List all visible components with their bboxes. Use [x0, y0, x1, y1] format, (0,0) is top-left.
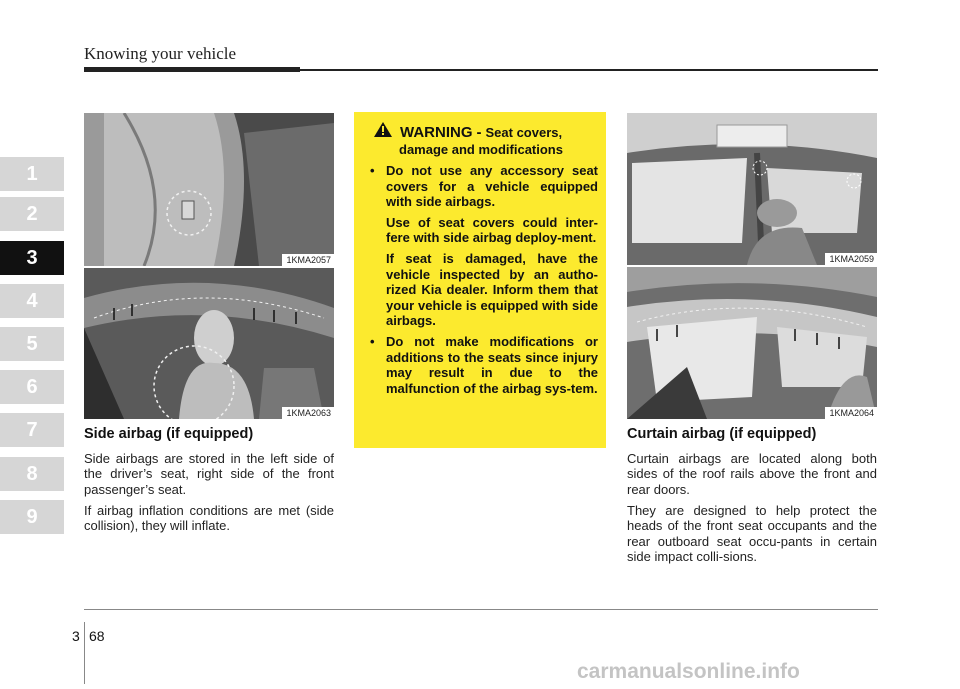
side-airbag-para-1: Side airbags are stored in the left side of the driver’s seat, right side of the front passenger’s seat.	[84, 451, 334, 497]
chapter-tab-6[interactable]: 6	[0, 370, 64, 404]
curtain-airbag-para-1: Curtain airbags are located along both sides of the roof rails above the front and rear doors.	[627, 451, 877, 497]
warning-topic: Seat covers,	[485, 125, 563, 140]
curtain-airbag-interior-photo	[627, 267, 877, 419]
image-label: 1KMA2063	[282, 407, 334, 419]
chapter-tab-9[interactable]: 9	[0, 500, 64, 534]
chapter-tab-8[interactable]: 8	[0, 457, 64, 491]
header-rule-thick	[84, 67, 300, 72]
warning-item-text: Do not make modifications or additions to the seats since injury may result in due to the malfunction of the airbag sys-tem.	[386, 333, 598, 396]
warning-triangle-icon	[374, 122, 392, 137]
warning-word: WARNING	[400, 124, 473, 141]
curtain-airbag-para-2: They are designed to help protect the heads of the front seat occupants and the rear outboard seat occu-pants in certain side impact colli-sions.	[627, 503, 877, 565]
warning-item	[364, 334, 598, 396]
chapter-tab-7[interactable]: 7	[0, 413, 64, 447]
footer-page-number: 68	[89, 628, 105, 644]
chapter-tab-5[interactable]: 5	[0, 327, 64, 361]
image-label: 1KMA2057	[282, 254, 334, 266]
chapter-tab-4[interactable]: 4	[0, 284, 64, 318]
side-airbag-interior-photo	[84, 268, 334, 419]
warning-subtext: Use of seat covers could inter-fere with side airbag deploy-ment.	[386, 214, 598, 246]
page-header-title: Knowing your vehicle	[84, 44, 237, 63]
curtain-airbag-cabin-photo	[627, 113, 877, 265]
warning-dash: -	[476, 124, 482, 141]
warning-list	[364, 163, 598, 396]
chapter-tab-2[interactable]: 2	[0, 197, 64, 231]
side-airbag-heading: Side airbag (if equipped)	[84, 426, 254, 442]
header-rule-thin	[300, 69, 878, 71]
footer-rule	[84, 609, 878, 610]
chapter-tab-3[interactable]: 3	[0, 241, 64, 275]
warning-topic-continued: damage and modifications	[399, 142, 563, 157]
curtain-airbag-heading: Curtain airbag (if equipped)	[627, 426, 817, 442]
side-airbag-para-2: If airbag inflation conditions are met (side collision), they will inflate.	[84, 503, 334, 534]
footer-chapter-number: 3	[72, 628, 80, 644]
image-label: 1KMA2064	[825, 407, 877, 419]
footer-divider	[84, 622, 85, 684]
watermark-text: carmanualsonline.info	[577, 660, 800, 683]
chapter-tab-1[interactable]: 1	[0, 157, 64, 191]
side-airbag-seat-photo	[84, 113, 334, 266]
warning-title	[374, 122, 598, 141]
image-label: 1KMA2059	[825, 253, 877, 265]
warning-item	[364, 163, 598, 329]
warning-box	[354, 112, 606, 448]
warning-item-text: Do not use any accessory seat covers for a vehicle equipped with side airbags.	[386, 163, 598, 210]
warning-subtext: If seat is damaged, have the vehicle inspected by an autho-rized Kia dealer. Inform them that your vehicle is equipped with side airbags.	[386, 250, 598, 329]
